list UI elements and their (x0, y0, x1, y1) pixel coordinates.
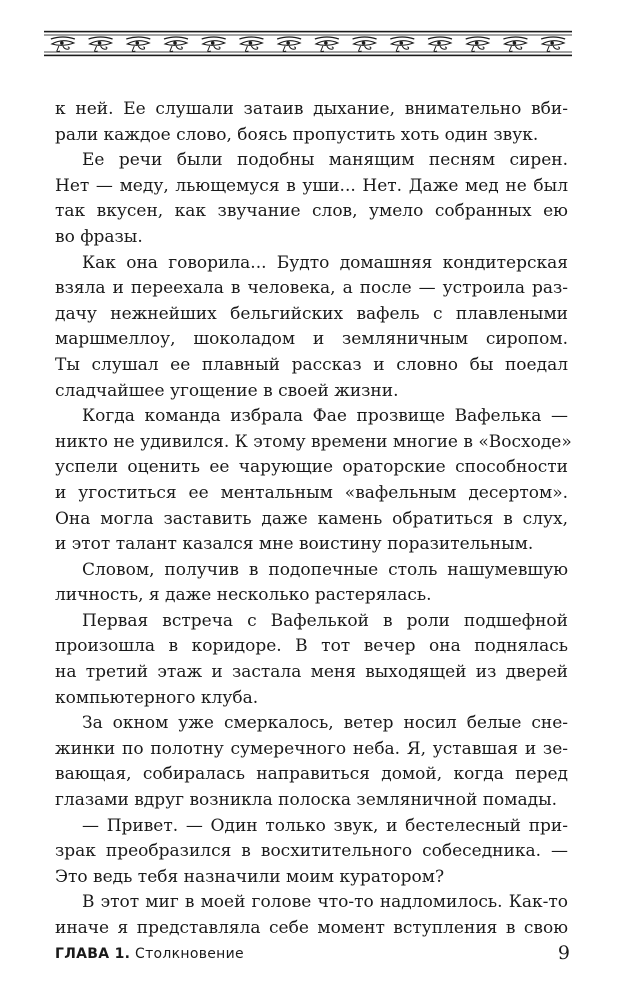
text-line: к ней. Ее слушали затаив дыхание, внимательно вби- (55, 99, 568, 119)
eye-of-horus-icon (126, 37, 150, 52)
text-line: дачу нежнейших бельгийских вафель с плавлеными (55, 303, 568, 324)
text-line: глазами вдруг возникла полоска земляничной помады. (55, 790, 558, 811)
text-line: За окном уже смеркалось, ветер носил белые сне- (82, 713, 568, 734)
text-line: во фразы. (55, 226, 143, 247)
body-text (55, 97, 572, 942)
eye-of-horus-icon (277, 37, 301, 52)
eye-of-horus-icon (503, 37, 527, 52)
text-line: Она могла заставить даже камень обратиться в слух, (55, 508, 568, 529)
text-line: иначе я представляла себе момент вступления в свою (55, 918, 568, 938)
eye-of-horus-icon (315, 37, 339, 52)
text-line: зрак преобразился в восхитительного собеседника. — (55, 841, 568, 862)
page-number: 9 (557, 942, 570, 964)
text-line: маршмеллоу, шоколадом и земляничным сиропом. (55, 329, 568, 350)
chapter-title: Столкновение (135, 946, 244, 962)
page-footer (55, 942, 570, 968)
text-line: В этот миг в моей голове что-то надломилось. Как-то (82, 892, 568, 913)
text-line: и угоститься ее ментальным «вафельным десертом». (55, 482, 568, 503)
text-line: так вкусен, как звучание слов, умело собранных ею (55, 201, 568, 222)
text-line: Это ведь тебя назначили моим куратором? (55, 866, 445, 887)
text-line: Ты слушал ее плавный рассказ и словно бы поедал (55, 354, 568, 375)
eye-of-horus-icon (164, 37, 188, 52)
text-line: Первая встреча с Вафелькой в роли подшефной (82, 610, 568, 631)
text-line: и этот талант казался мне воистину поразительным. (55, 534, 534, 555)
text-line: личность, я даже несколько растерялась. (55, 585, 432, 606)
text-line: сладчайшее угощение в своей жизни. (55, 380, 399, 401)
text-line: вающая, собиралась направиться домой, когда перед (55, 764, 568, 785)
text-line: на третий этаж и застала меня выходящей из дверей (55, 662, 568, 683)
text-line: никто не удивился. К этому времени многие в «Восходе» (55, 431, 572, 452)
eye-of-horus-icon (541, 37, 565, 52)
text-line: успели оценить ее чарующие ораторские способности (55, 457, 568, 478)
chapter-label: ГЛАВА 1. (55, 946, 131, 962)
text-line: Как она говорила... Будто домашняя кондитерская (82, 252, 568, 273)
text-line: взяла и переехала в человека, а после — устроила раз- (55, 278, 568, 299)
text-line: рали каждое слово, боясь пропустить хоть один звук. (55, 124, 539, 145)
eye-of-horus-icon (202, 37, 226, 52)
eye-of-horus-icon (353, 37, 377, 52)
eye-of-horus-border (44, 30, 572, 57)
text-line: компьютерного клуба. (55, 687, 259, 708)
text-line: Словом, получив в подопечные столь нашумевшую (82, 559, 568, 580)
eye-of-horus-icon (428, 37, 452, 52)
eye-of-horus-icon (51, 37, 75, 52)
eye-of-horus-icon (466, 37, 490, 52)
text-line: жинки по полотну сумеречного неба. Я, уставшая и зе- (55, 738, 568, 759)
text-line: Когда команда избрала Фае прозвище Вафелька — (82, 406, 568, 427)
text-line: Нет — меду, льющемуся в уши... Нет. Даже мед не был (55, 175, 568, 196)
text-line: — Привет. — Один только звук, и бестелесный при- (82, 815, 568, 836)
eye-of-horus-icon (390, 37, 414, 52)
text-line: произошла в коридоре. В тот вечер она поднялась (55, 636, 568, 657)
text-line: Ее речи были подобны манящим песням сирен. (82, 150, 568, 171)
eye-of-horus-icon (89, 37, 113, 52)
running-head (55, 946, 244, 962)
eye-of-horus-icon (239, 37, 263, 52)
